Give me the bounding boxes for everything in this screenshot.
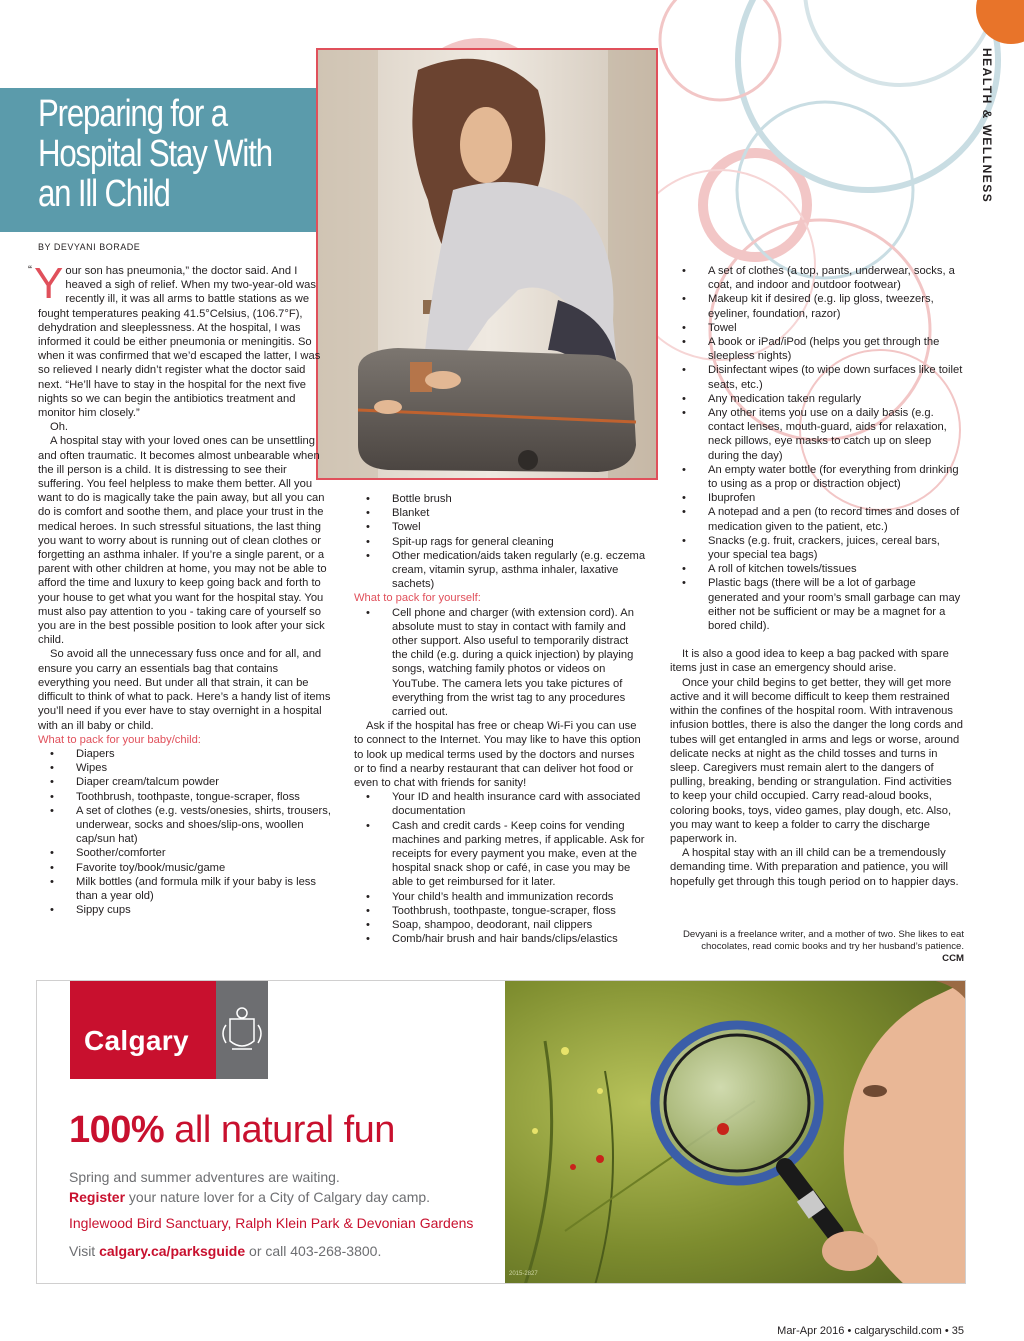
list-item: • Diaper cream/talcum powder (38, 775, 332, 789)
list-item: • Wipes (38, 761, 332, 775)
list-item: • Toothbrush, toothpaste, tongue-scraper, floss (38, 790, 332, 804)
list-item: • A set of clothes (a top, pants, underwear, socks, a coat, and indoor and outdoor footwear) (670, 264, 964, 292)
list-item: • Milk bottles (and formula milk if your baby is less than a year old) (38, 875, 332, 903)
list-item: • Toothbrush, toothpaste, tongue-scraper, floss (354, 904, 646, 918)
list-item: • Soap, shampoo, deodorant, nail clippers (354, 918, 646, 932)
title-line: Preparing for a (38, 93, 227, 135)
self-list-column-3 (670, 264, 964, 633)
baby-list-continued (354, 492, 646, 591)
list-item: • Snacks (e.g. fruit, crackers, juices, cereal bars, your special tea bags) (670, 534, 964, 562)
body-paragraph: A hospital stay with an ill child can be a tremendously demanding time. With preparation and patience, you will hopefully get through this tough period on to happier days. (670, 847, 959, 888)
list-item: • Any medication taken regularly (670, 392, 964, 406)
drop-cap: Y (34, 259, 64, 308)
ad-register-line (69, 1189, 430, 1205)
list-item: • Diapers (38, 747, 332, 761)
lead-paragraph: our son has pneumonia,” the doctor said. And I heaved a sigh of relief. When my two-year-old was recently ill, it was all arms to battle stations as we fought temperatures peaking 41.5°Celsius, (106.7°F), dehydration and sleeplessness. At the hospital, I was informed it could be either pneumonia or meningitis. So when it was confirmed that we’d escaped the latter, I was so relieved I nearly didn’t register what the doctor said next. “He’ll have to stay in the hospital for the next five nights so we can begin the antibiotics treatment and monitor him closely.” (38, 265, 321, 420)
ad-credit: 2015-2827 (509, 1271, 538, 1277)
list-item: • An empty water bottle (for everything from drinking to using as a prop or distraction object) (670, 463, 964, 491)
self-list-continued (354, 790, 646, 946)
register-text: Register (69, 1189, 126, 1205)
title-line: Hospital Stay With (38, 133, 272, 175)
list-item: • Other medication/aids taken regularly (e.g. eczema cream, vitamin syrup, asthma inhaler, laxative sachets) (354, 549, 646, 592)
phone-text: or call 403-268-3800. (245, 1243, 382, 1259)
subhead-baby: What to pack for your baby/child: (38, 733, 201, 746)
article-column-1 (28, 259, 332, 917)
calgary-advertisement[interactable] (36, 980, 966, 1284)
list-item: • Towel (670, 321, 964, 335)
self-list (354, 606, 646, 720)
list-item: • Ibuprofen (670, 491, 964, 505)
article-column-2 (354, 492, 646, 947)
article-title (38, 94, 317, 214)
ad-headline-bold: 100% (69, 1109, 165, 1151)
list-item: • Cell phone and charger (with extension cord). An absolute must to stay in contact with family and other support. Also useful to temporarily distract the child (e.g. during a quick injection) by playing songs, watching family photos or videos on YouTube. The camera lets you take pictures of everything from the wrist tag to any procedures carried out. (354, 606, 646, 720)
body-paragraph: Ask if the hospital has free or cheap Wi-Fi you can use to connect to the Internet. You may like to have this option to look up medical terms used by the doctors and nurses or to find a nearby restaurant that can deliver hot food or even to chat with friends for sanity! (354, 720, 641, 790)
ad-contact-line (69, 1243, 381, 1259)
list-item: • Sippy cups (38, 903, 332, 917)
article-column-3 (670, 264, 964, 889)
ad-locations: Inglewood Bird Sanctuary, Ralph Klein Park & Devonian Gardens (69, 1215, 474, 1231)
open-quote: “ (28, 263, 32, 277)
list-item: • A set of clothes (e.g. vests/onesies, shirts, trousers, underwear, socks and shoes/slip-ons, woollen cap/sun hat) (38, 804, 332, 847)
city-crest-icon (216, 981, 268, 1079)
body-paragraph: It is also a good idea to keep a bag packed with spare items just in case an emergency should arise. (670, 648, 949, 675)
list-item: • Bottle brush (354, 492, 646, 506)
list-item: • Your child’s health and immunization records (354, 890, 646, 904)
byline: BY DEVYANI BORADE (38, 242, 141, 252)
body-paragraph: Once your child begins to get better, they will get more active and it will become difficult to keep them restrained within the confines of the hospital room. With intravenous infusion bottles, there is also the danger the long cords and tubes will get entangled in arms and legs or worse, around delicate necks at night as the child tosses and turns in sleep. Caregivers must remain alert to the dangers of pulling, breaking, bending or strangulation. Find activities to keep your child occupied. Carry read-aloud books, coloring books, toys, video games, play dough, etc. Also, you may want to keep a folder to carry the discharge paperwork in. (670, 676, 963, 845)
list-item: • Any other items you use on a daily basis (e.g. contact lenses, mouth-guard, aids for relaxation, neck pillows, eye masks to catch up on sleep during the day) (670, 406, 964, 463)
list-item: • Cash and credit cards - Keep coins for vending machines and parking metres, if applicable. Ask for receipts for every payment you make, even at the hospital snack shop or café, in case you may be able to get reimbursed for it later. (354, 819, 646, 890)
ad-headline-rest: all natural fun (164, 1109, 395, 1151)
list-item: • Comb/hair brush and hair bands/clips/elastics (354, 932, 646, 946)
list-item: • Your ID and health insurance card with associated documentation (354, 790, 646, 818)
list-item: • Spit-up rags for general cleaning (354, 535, 646, 549)
list-item: • Favorite toy/book/music/game (38, 861, 332, 875)
author-bio-text: Devyani is a freelance writer, and a mother of two. She likes to eat chocolates, read comic books and try her husband’s patience. (682, 929, 964, 952)
list-item: • Blanket (354, 506, 646, 520)
list-item: • Disinfectant wipes (to wipe down surfaces like toilet seats, etc.) (670, 363, 964, 391)
body-paragraph: A hospital stay with your loved ones can be unsettling and often traumatic. It becomes almost unbearable when the ill person is a child. It is distressing to see their suffering. You feel helpless to make them better. All you want to do is magically take the pain away, but all you can do is comfort and soothe them, and place your trust in the medical heroes. In such stressful situations, the last thing you want to worry about is running out of clean clothes or forgetting an asthma inhaler. If you’re a single parent, or a parent with other children at home, you may not be able to afford the time and luxury to keep going back and forth to your house to get what you want for the hospital stay. You must also pay attention to you - taking care of yourself so you are in the best possible position to look after your sick child. (38, 435, 327, 647)
baby-list (38, 747, 332, 917)
ad-headline (69, 1109, 395, 1152)
body-paragraph: Oh. (50, 421, 69, 434)
list-item: • Plastic bags (there will be a lot of garbage generated and your room’s small garbage can may either not be sufficient or may be a magnet for a bored child). (670, 576, 964, 633)
calgary-logo (70, 981, 216, 1079)
body-paragraph: So avoid all the unnecessary fuss once and for all, and ensure you carry an essentials bag that contains everything you need. But under all that strain, it can be difficult to think of what to pack. Here’s a handy list of items you’ll need if you ever have to stay overnight in a hospital with an ill baby or child. (38, 648, 331, 732)
subhead-yourself: What to pack for yourself: (354, 592, 481, 605)
list-item: • Soother/comforter (38, 846, 332, 860)
end-mark: CCM (942, 953, 964, 964)
title-line: an Ill Child (38, 173, 170, 215)
woman-packing-suitcase-photo (316, 48, 658, 480)
register-line-rest: your nature lover for a City of Calgary day camp. (125, 1189, 431, 1205)
visit-text: Visit (69, 1243, 100, 1259)
list-item: • Towel (354, 520, 646, 534)
list-item: • A notepad and a pen (to record times and doses of medication given to the patient, etc.) (670, 505, 964, 533)
author-bio (680, 929, 964, 965)
title-banner (0, 88, 340, 232)
list-item: • A roll of kitchen towels/tissues (670, 562, 964, 576)
page-folio: Mar-Apr 2016 • calgaryschild.com • 35 (777, 1325, 964, 1337)
page-corner-tab (976, 0, 1024, 44)
calgary-logo-text: Calgary (84, 1025, 189, 1056)
list-item: • A book or iPad/iPod (helps you get through the sleepless nights) (670, 335, 964, 363)
child-with-magnifying-glass-photo (505, 981, 966, 1284)
list-item: • Makeup kit if desired (e.g. lip gloss, tweezers, eyeliner, foundation, razor) (670, 292, 964, 320)
ad-tagline: Spring and summer adventures are waiting. (69, 1169, 340, 1185)
parks-guide-link[interactable]: calgary.ca/parksguide (99, 1243, 246, 1259)
section-label: HEALTH & WELLNESS (980, 48, 994, 204)
